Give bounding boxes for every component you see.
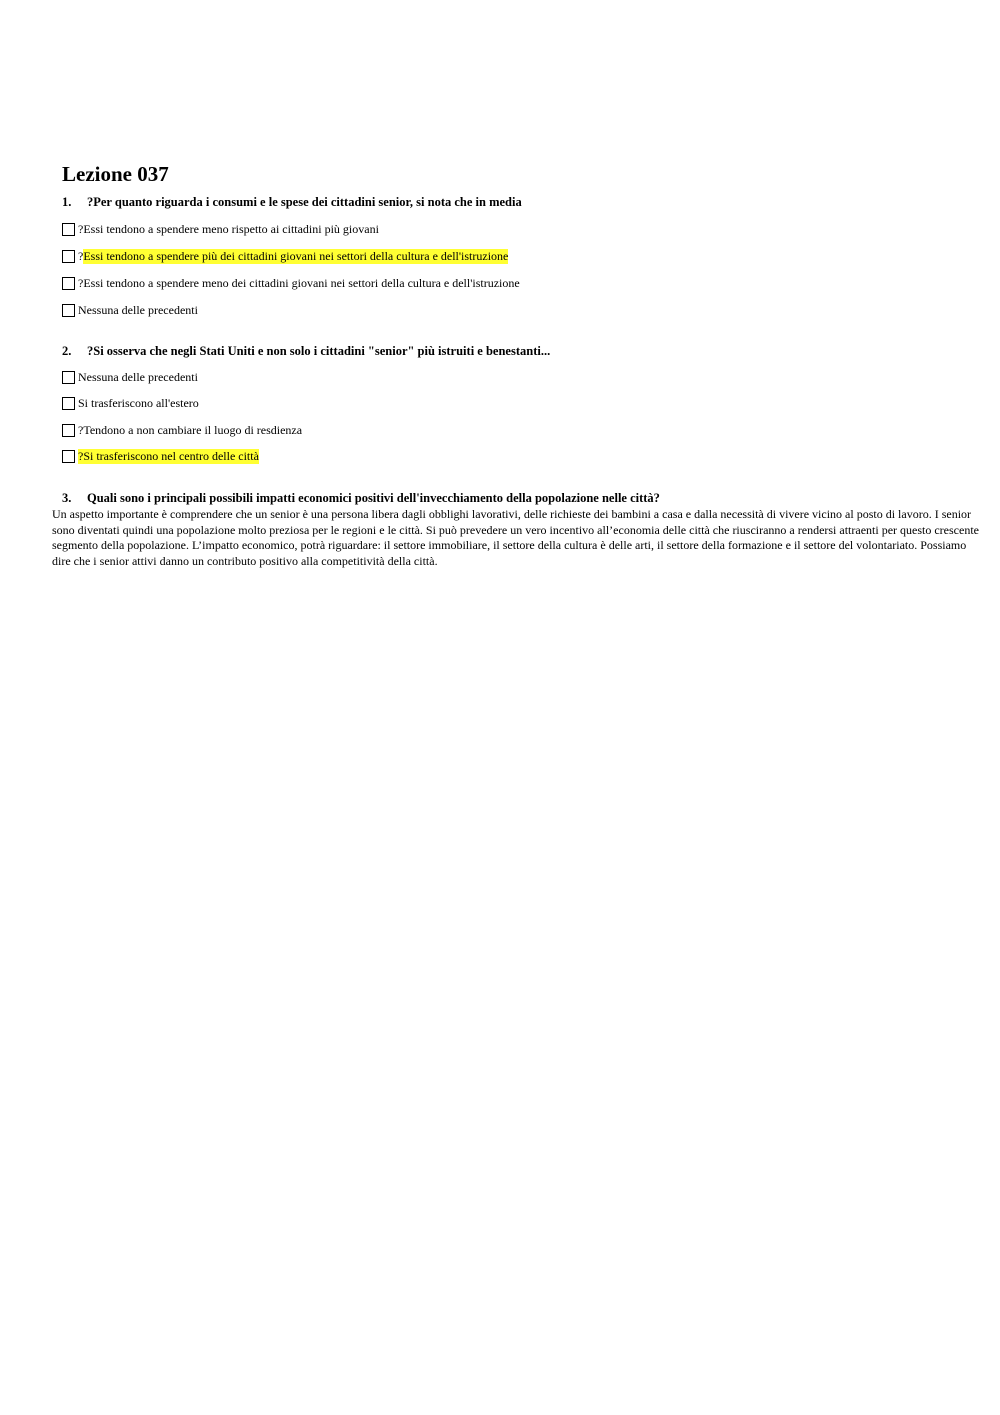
question-text: ?Si osserva che negli Stati Uniti e non solo i cittadini "senior" più istruiti e benestanti... <box>87 344 551 358</box>
q1-option-2[interactable] <box>62 248 508 264</box>
question-text: ?Per quanto riguarda i consumi e le spese dei cittadini senior, si nota che in media <box>87 195 522 209</box>
question-number: 2. <box>62 344 72 358</box>
q1-option-1[interactable] <box>62 221 379 237</box>
option-text-highlighted: Si trasferiscono nel centro delle città <box>83 448 259 463</box>
q2-option-2[interactable] <box>62 395 199 411</box>
option-text: Nessuna delle precedenti <box>78 302 198 317</box>
checkbox[interactable] <box>62 277 75 290</box>
question-2 <box>62 343 550 359</box>
q2-option-4[interactable] <box>62 448 259 464</box>
option-prefix: ? <box>78 221 84 236</box>
question-1 <box>62 194 522 210</box>
option-prefix: ? <box>78 422 84 437</box>
checkbox[interactable] <box>62 223 75 236</box>
checkbox[interactable] <box>62 397 75 410</box>
checkbox[interactable] <box>62 371 75 384</box>
checkbox[interactable] <box>62 450 75 463</box>
checkbox[interactable] <box>62 424 75 437</box>
checkbox[interactable] <box>62 304 75 317</box>
option-prefix: ? <box>78 248 84 263</box>
option-text: Essi tendono a spendere meno rispetto ai cittadini più giovani <box>83 221 379 236</box>
question-number: 3. <box>62 491 72 505</box>
option-text: Tendono a non cambiare il luogo di resdienza <box>83 422 303 437</box>
q1-option-4[interactable] <box>62 302 198 318</box>
checkbox[interactable] <box>62 250 75 263</box>
question-number: 1. <box>62 195 72 209</box>
q1-option-3[interactable] <box>62 275 520 291</box>
q2-option-1[interactable] <box>62 369 198 385</box>
question-3 <box>62 490 660 506</box>
page-title: Lezione 037 <box>62 162 169 186</box>
option-prefix: ? <box>78 275 84 290</box>
option-text: Essi tendono a spendere meno dei cittadini giovani nei settori della cultura e dell'istruzione <box>83 275 520 290</box>
answer-text: Un aspetto importante è comprendere che un senior è una persona libera dagli obblighi lavorativi, delle richieste dei bambini a casa e dalla necessità di vivere vicino al posto di lavoro. I senior sono diventati quindi una popolazione molto preziosa per le regioni e le città. Si può prevedere un vero incentivo all’economia delle città che riusciranno a rendersi attraenti per questo crescente segmento della popolazione. L’impatto economico, potrà riguardare: il settore immobiliare, il settore della cultura è delle arti, il settore della formazione e il settore del volontariato. Possiamo dire che i senior attivi danno un contributo positivo alla competitività della città. <box>52 507 979 568</box>
option-text-highlighted: Essi tendono a spendere più dei cittadini giovani nei settori della cultura e dell'istruzione <box>83 248 509 263</box>
option-text: Nessuna delle precedenti <box>78 369 198 384</box>
option-prefix: ? <box>78 448 84 463</box>
question-text: Quali sono i principali possibili impatti economici positivi dell'invecchiamento della popolazione nelle città? <box>87 491 660 505</box>
q2-option-3[interactable] <box>62 422 302 438</box>
option-text: Si trasferiscono all'estero <box>78 395 199 410</box>
